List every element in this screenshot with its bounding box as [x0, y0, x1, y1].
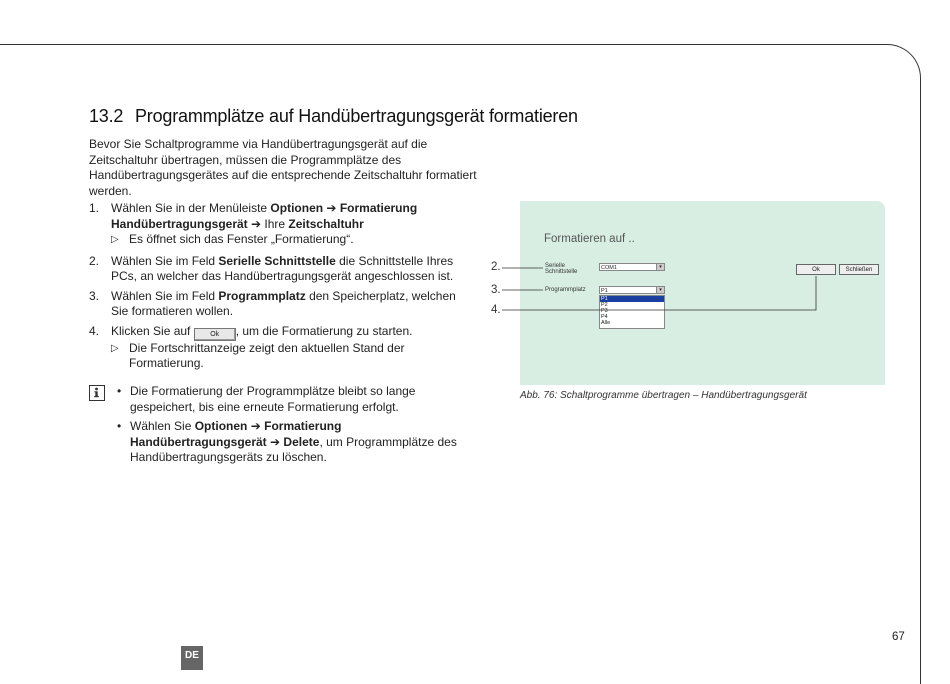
callout-4: 4. — [491, 304, 501, 316]
step-number: 4. — [89, 323, 100, 338]
dropdown-option[interactable]: Alle — [601, 320, 611, 326]
close-button[interactable]: Schließen — [839, 264, 879, 275]
bullet-text: , um Programmplätze des Handübertragungsgeräts zu löschen. — [130, 434, 457, 464]
step-text: Wählen Sie in der Menüleiste — [111, 201, 271, 215]
section-title-text: Programmplätze auf Handübertragungsgerät formatieren — [135, 106, 578, 126]
info-box — [89, 384, 479, 470]
info-bullet — [89, 419, 479, 466]
info-bullet — [89, 384, 479, 415]
step-text: die Schnittstelle Ihres PCs, an welcher das Handübertragungsgerät angeschlossen ist. — [111, 253, 454, 283]
step-text: , um die Formatierung zu starten. — [235, 323, 413, 338]
dropdown-arrow-icon[interactable]: ▾ — [656, 264, 664, 270]
result-text: Es öffnet sich das Fenster „Formatierung“. — [129, 232, 354, 246]
dropdown-option[interactable]: P4 — [601, 314, 608, 320]
page-number: 67 — [892, 631, 905, 643]
field-serial: Serielle Schnittstelle — [218, 253, 336, 268]
section-number: 13.2 — [89, 106, 124, 126]
step-result — [111, 341, 469, 372]
result-triangle-icon: ▷ — [111, 342, 119, 354]
callout-2: 2. — [491, 261, 501, 273]
step-number: 2. — [89, 253, 100, 268]
callout-3: 3. — [491, 284, 501, 296]
bullet-text: Wählen Sie — [130, 419, 195, 433]
step-text: Wählen Sie im Feld — [111, 253, 219, 268]
step-number: 3. — [89, 288, 100, 303]
menu-zeitschaltuhr: Zeitschaltuhr — [288, 216, 364, 231]
menu-formatierung: Formatierung Handübertragungsgerät — [130, 419, 342, 449]
step-text: Wählen Sie im Feld — [111, 288, 219, 303]
menu-optionen: Optionen — [270, 201, 324, 215]
language-tab: DE — [181, 646, 203, 670]
menu-formatierung: Formatierung Handübertragungsgerät — [111, 201, 418, 231]
dropdown-arrow-icon[interactable]: ▾ — [656, 287, 664, 293]
serial-select[interactable] — [599, 263, 665, 271]
window-title: Formatieren auf .. — [544, 233, 635, 245]
step-4 — [89, 324, 469, 372]
dropdown-option[interactable]: P1 — [600, 296, 664, 302]
step-result — [111, 232, 469, 248]
step-1 — [89, 201, 469, 248]
step-number: 1. — [89, 201, 100, 215]
screenshot-figure — [520, 201, 885, 385]
ok-button[interactable]: Ok — [796, 264, 836, 275]
step-3 — [89, 289, 469, 320]
program-dropdown-list — [599, 295, 665, 329]
step-text: den Speicherplatz, welchen Sie formatieren wollen. — [111, 288, 456, 318]
step-text: Klicken Sie auf — [111, 323, 194, 338]
arrow: ➔ — [247, 419, 265, 433]
result-text: Die Fortschrittanzeige zeigt den aktuellen Stand der Formatierung. — [129, 340, 405, 370]
step-2 — [89, 254, 469, 285]
result-triangle-icon: ▷ — [111, 234, 119, 245]
ok-button-inline: Ok — [194, 328, 236, 341]
step-list — [89, 201, 469, 376]
bullet-text: Die Formatierung der Programmplätze bleibt so lange gespeichert, bis eine erneute Formatierung erfolgt. — [130, 384, 416, 414]
menu-optionen: Optionen — [194, 419, 248, 433]
serial-value: COM1 — [601, 265, 617, 271]
field-program: Programmplatz — [218, 288, 306, 303]
figure-caption: Abb. 76: Schaltprogramme übertragen – Handübertragungsgerät — [520, 390, 807, 401]
intro-paragraph: Bevor Sie Schaltprogramme via Handübertragungsgerät auf die Zeitschaltuhr übertragen, müssen die Programmplätze des Handübertragungsgerätes auf die entsprechende Zeitschaltuhr formatiert werden. — [89, 137, 477, 198]
bullet-dot: • — [117, 419, 122, 433]
label-serial: Serielle Schnittstelle — [545, 263, 578, 275]
program-select[interactable] — [599, 286, 665, 294]
dropdown-option[interactable]: P2 — [601, 302, 608, 308]
dropdown-option[interactable]: P3 — [601, 308, 608, 314]
label-program: Programmplatz — [545, 287, 586, 293]
arrow-text: ➔ Ihre — [247, 216, 289, 231]
menu-delete: Delete — [283, 434, 320, 449]
arrow: ➔ — [266, 434, 284, 449]
section-title — [89, 106, 578, 127]
bullet-dot: • — [117, 384, 122, 398]
program-value: P1 — [601, 288, 608, 294]
arrow: ➔ — [323, 201, 340, 215]
